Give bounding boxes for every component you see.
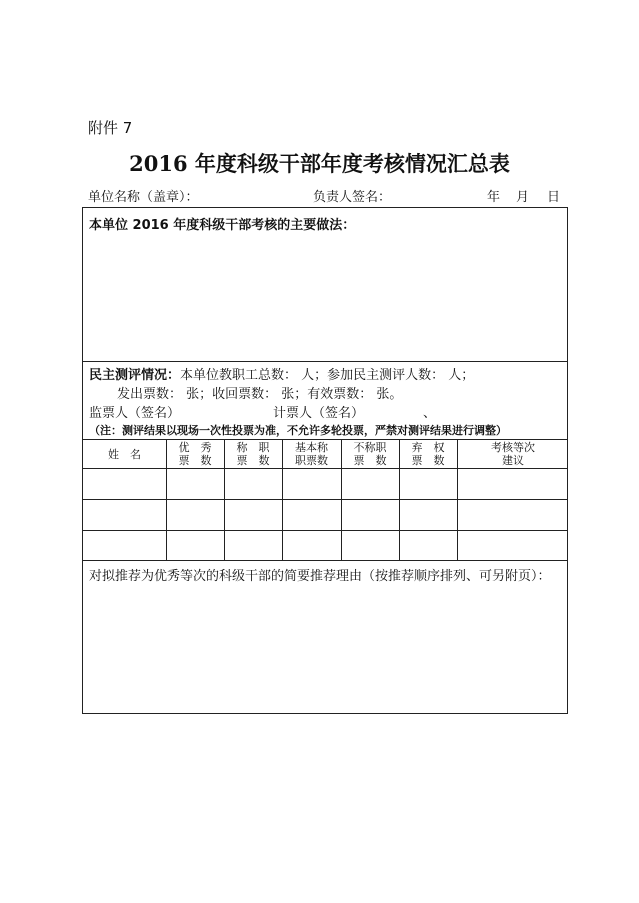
date-year-label: 年 xyxy=(487,190,501,205)
votes-table xyxy=(82,439,568,561)
unit-name-label: 单位名称（盖章）： xyxy=(88,190,199,205)
header-competent-votes: 称 职 票 数 xyxy=(236,441,270,467)
header-incompetent-votes: 不称职 票 数 xyxy=(353,441,387,467)
date-month-label: 月 xyxy=(516,190,530,205)
date-day-label: 日 xyxy=(547,190,561,205)
header-grade-suggestion: 考核等次 建议 xyxy=(491,441,535,467)
evaluation-line1 xyxy=(89,364,474,383)
page-title: 2016 年度科级干部年度考核情况汇总表 xyxy=(129,151,510,176)
header-name: 姓 名 xyxy=(108,448,141,461)
recommendation-section xyxy=(82,560,568,714)
header-abstain-votes: 弃 权 票 数 xyxy=(411,441,445,467)
evaluation-ballots-line: 发出票数： 张；收回票数： 张；有效票数： 张。 xyxy=(117,387,403,402)
responsible-signature-label: 负责人签名： xyxy=(313,190,392,205)
attachment-label: 附件 7 xyxy=(88,119,133,137)
evaluation-note: （注：测评结果以现场一次性投票为准，不允许多轮投票，严禁对测评结果进行调整） xyxy=(89,424,507,437)
recommendation-label: 对拟推荐为优秀等次的科级干部的简要推荐理由（按推荐顺序排列、可另附页）： xyxy=(89,569,551,584)
supervisor-signature-label: 监票人（签名） xyxy=(89,406,181,421)
header-excellent-votes: 优 秀 票 数 xyxy=(178,441,212,467)
evaluation-label: 民主测评情况： xyxy=(89,368,181,383)
practice-section xyxy=(82,207,568,362)
counter-signature-label: 计票人（签名） xyxy=(273,406,365,421)
header-basic-competent-votes: 基本称 职票数 xyxy=(295,441,328,467)
evaluation-section xyxy=(82,361,568,440)
practice-label: 本单位 2016 年度科级干部考核的主要做法： xyxy=(89,218,356,233)
evaluation-staff-count: 本单位教职工总数： 人；参加民主测评人数： 人； xyxy=(180,368,475,383)
signature-separator: 、 xyxy=(423,406,437,421)
